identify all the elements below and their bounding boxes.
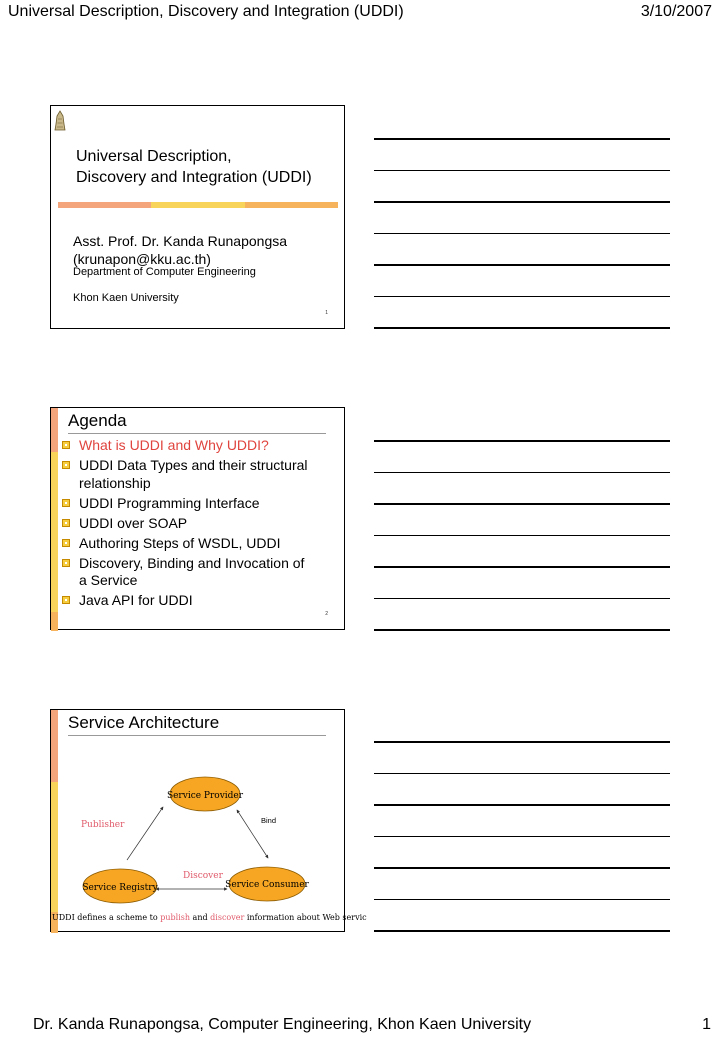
agenda-item — [56, 535, 331, 553]
agenda-item-line: Discovery, Binding and Invocation of — [79, 554, 305, 571]
header-title: Universal Description, Discovery and Integration (UDDI) — [8, 3, 404, 20]
caption-publish: publish — [160, 913, 191, 922]
slide-3-title: Service Architecture — [68, 713, 220, 732]
agenda-item-line: relationship — [79, 474, 151, 491]
author-email: (krunapon@kku.ac.th) — [73, 251, 211, 267]
notes-line — [374, 233, 670, 235]
caption-discover: discover — [210, 913, 245, 922]
notes-line — [374, 804, 670, 806]
service-architecture-diagram — [51, 710, 367, 933]
square-bullet-icon — [62, 559, 70, 567]
notes-line — [374, 773, 670, 775]
caption-part-3: information about Web servic — [244, 913, 367, 922]
square-bullet-icon — [62, 461, 70, 469]
consumer-label: Service Consumer — [225, 880, 309, 890]
footer-author: Dr. Kanda Runapongsa, Computer Engineering, Khon Kaen University — [33, 1016, 532, 1033]
notes-line — [374, 201, 670, 203]
title-line-1: Universal Description, — [76, 148, 232, 165]
provider-label: Service Provider — [166, 791, 244, 801]
agenda-item-line: UDDI Programming Interface — [79, 494, 260, 511]
title-rule — [68, 433, 326, 434]
notes-line — [374, 503, 670, 505]
slide-3 — [50, 709, 367, 932]
registry-label: Service Registry — [82, 883, 158, 893]
caption — [52, 913, 367, 922]
header-date: 3/10/2007 — [640, 3, 712, 20]
notes-line — [374, 138, 670, 140]
agenda-item-line: UDDI over SOAP — [79, 514, 188, 531]
agenda-item-line: a Service — [79, 572, 138, 588]
title-color-bar — [58, 202, 338, 208]
square-bullet-icon — [62, 499, 70, 507]
university: Khon Kaen University — [73, 292, 179, 304]
square-bullet-icon — [62, 519, 70, 527]
author-name: Asst. Prof. Dr. Kanda Runapongsa — [73, 233, 288, 249]
agenda-item — [56, 515, 331, 533]
notes-line — [374, 327, 670, 329]
notes-line — [374, 867, 670, 869]
publisher-label: Publisher — [81, 820, 125, 830]
stripe-orange — [51, 612, 58, 631]
notes-line — [374, 535, 670, 537]
agenda-item — [56, 437, 331, 455]
agenda-item — [56, 457, 331, 492]
slide-1 — [50, 105, 345, 329]
caption-part-1: UDDI defines a scheme to — [52, 913, 161, 922]
agenda-item-line: What is UDDI and Why UDDI? — [79, 437, 269, 453]
square-bullet-icon — [62, 441, 70, 449]
slide-number: 2 — [325, 611, 328, 617]
author-block — [73, 232, 287, 268]
publish-edge — [127, 807, 163, 860]
notes-line — [374, 598, 670, 600]
notes-line — [374, 170, 670, 172]
notes-line — [374, 836, 670, 838]
notes-line — [374, 472, 670, 474]
slide-1-title — [76, 146, 312, 188]
notes-line — [374, 629, 670, 631]
discover-label: Discover — [183, 871, 223, 881]
slide-2 — [50, 407, 345, 630]
agenda-item — [56, 592, 331, 610]
agenda-item — [56, 555, 331, 590]
notes-line — [374, 566, 670, 568]
notes-line — [374, 741, 670, 743]
agenda-list — [56, 437, 331, 612]
slide-number: 1 — [325, 310, 328, 316]
slide-2-title: Agenda — [68, 411, 127, 430]
bind-label: Bind — [261, 816, 277, 825]
department: Department of Computer Engineering — [73, 266, 256, 278]
university-seal-icon — [54, 110, 66, 132]
notes-line — [374, 296, 670, 298]
agenda-item-line: Authoring Steps of WSDL, UDDI — [79, 534, 281, 551]
agenda-item-line: UDDI Data Types and their structural — [79, 457, 308, 473]
square-bullet-icon — [62, 596, 70, 604]
notes-line — [374, 440, 670, 442]
caption-part-2: and — [190, 913, 211, 922]
notes-line — [374, 930, 670, 932]
square-bullet-icon — [62, 539, 70, 547]
agenda-item — [56, 495, 331, 513]
title-line-2: Discovery and Integration (UDDI) — [76, 169, 312, 186]
notes-line — [374, 264, 670, 266]
footer-page: 1 — [702, 1016, 711, 1033]
agenda-item-line: Java API for UDDI — [79, 592, 193, 608]
notes-line — [374, 899, 670, 901]
